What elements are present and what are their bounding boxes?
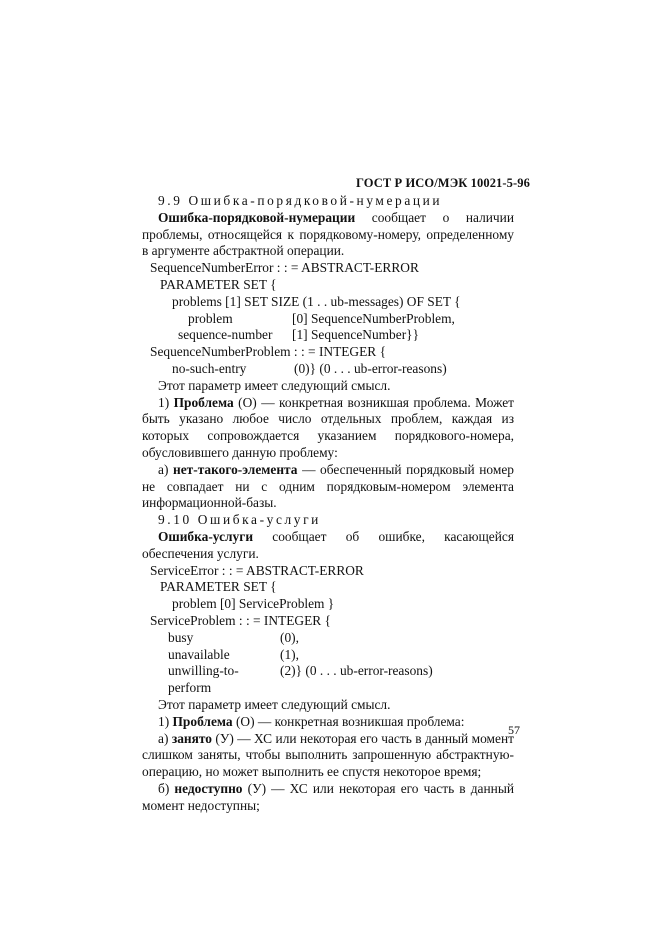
term-unavailable: недоступно [174,780,243,796]
code-line: problem [0] ServiceProblem } [172,596,335,612]
code-line: problems [1] SET SIZE (1 . . ub-messages) OF SET { [172,293,461,309]
problem-text: (О) — конкретная возникшая проблема: [232,713,465,729]
item-busy [142,731,514,781]
code-line: PARAMETER SET { [160,276,277,292]
term-busy: занято [171,730,212,746]
code-line: ServiceError : : = ABSTRACT-ERROR [150,562,364,578]
paragraph-text: сообщает о наличии проблемы, относящейся к порядковому-номеру, определенному в аргументе абстрактной операции. [142,209,514,259]
term-sequence-error: Ошибка-порядковой-нумерации [158,209,356,225]
code-row [142,663,514,697]
code-field: unwilling-to-perform [168,663,239,696]
item-unavailable [142,781,514,815]
code-field: no-such-entry [172,360,247,376]
problem-paragraph [142,714,514,731]
item-prefix: а) [158,730,172,746]
code-field: busy [168,629,194,645]
code-row [142,630,514,647]
item-no-such-entry [142,462,514,512]
code-line: PARAMETER SET { [160,579,277,595]
meaning-line: Этот параметр имеет следующий смысл. [158,696,391,712]
code-value: (2)} (0 . . . ub-error-reasons) [280,663,433,679]
term-no-such-entry: нет-такого-элемента [173,461,298,477]
code-field: sequence-number [178,327,273,343]
list-number: 1) [158,394,174,410]
paragraph-text: сообщает об ошибке, касающейся обеспечения услуги. [142,528,514,561]
term-problem: Проблема [173,394,234,410]
code-row [142,311,514,328]
section-heading-9-9: 9.9 Ошибка-порядковой-нумерации [158,193,443,208]
paragraph-sequence-error [142,210,514,260]
code-field: unavailable [168,646,230,662]
code-value: (0)} (0 . . . ub-error-reasons) [294,360,447,376]
code-line: ServiceProblem : : = INTEGER { [150,612,331,628]
code-row [142,647,514,664]
code-line: SequenceNumberError : : = ABSTRACT-ERROR [150,260,419,276]
problem-text: (О) — конкретная возникшая проблема. Может быть указано любое число отдельных проблем, каждая из которых сопровождается указанием порядкового-номера, обусловившего данную проблему: [142,394,514,460]
list-number: 1) [158,713,173,729]
document-body [142,193,514,814]
paragraph-service-error [142,529,514,563]
code-value: [1] SequenceNumber}} [292,327,420,343]
meaning-line: Этот параметр имеет следующий смысл. [158,377,391,393]
item-prefix: а) [158,461,173,477]
page-number: 57 [508,723,520,737]
code-value: (0), [280,629,299,645]
standard-header: ГОСТ Р ИСО/МЭК 10021-5-96 [355,176,530,190]
code-row [142,361,514,378]
item-prefix: б) [158,780,175,796]
code-row [142,327,514,344]
item-text: (У) — ХС или некоторая его часть в данный момент слишком заняты, чтобы выполнить запрошенную абстрактную-операцию, но может выполнить ее спустя некоторое время; [142,730,514,780]
code-value: (1), [280,646,299,662]
term-problem: Проблема [172,713,233,729]
code-line: SequenceNumberProblem : : = INTEGER { [150,344,386,360]
term-service-error: Ошибка-услуги [158,528,254,544]
code-field: problem [188,310,233,326]
code-value: [0] SequenceNumberProblem, [292,310,455,326]
item-text: — обеспеченный порядковый номер не совпадает ни с одним порядковым-номером элемента информационной-базы. [142,461,514,511]
problem-paragraph [142,395,514,462]
item-text: (У) — ХС или некоторая его часть в данный момент недоступны; [142,780,514,813]
section-heading-9-10: 9.10 Ошибка-услуги [158,512,321,528]
